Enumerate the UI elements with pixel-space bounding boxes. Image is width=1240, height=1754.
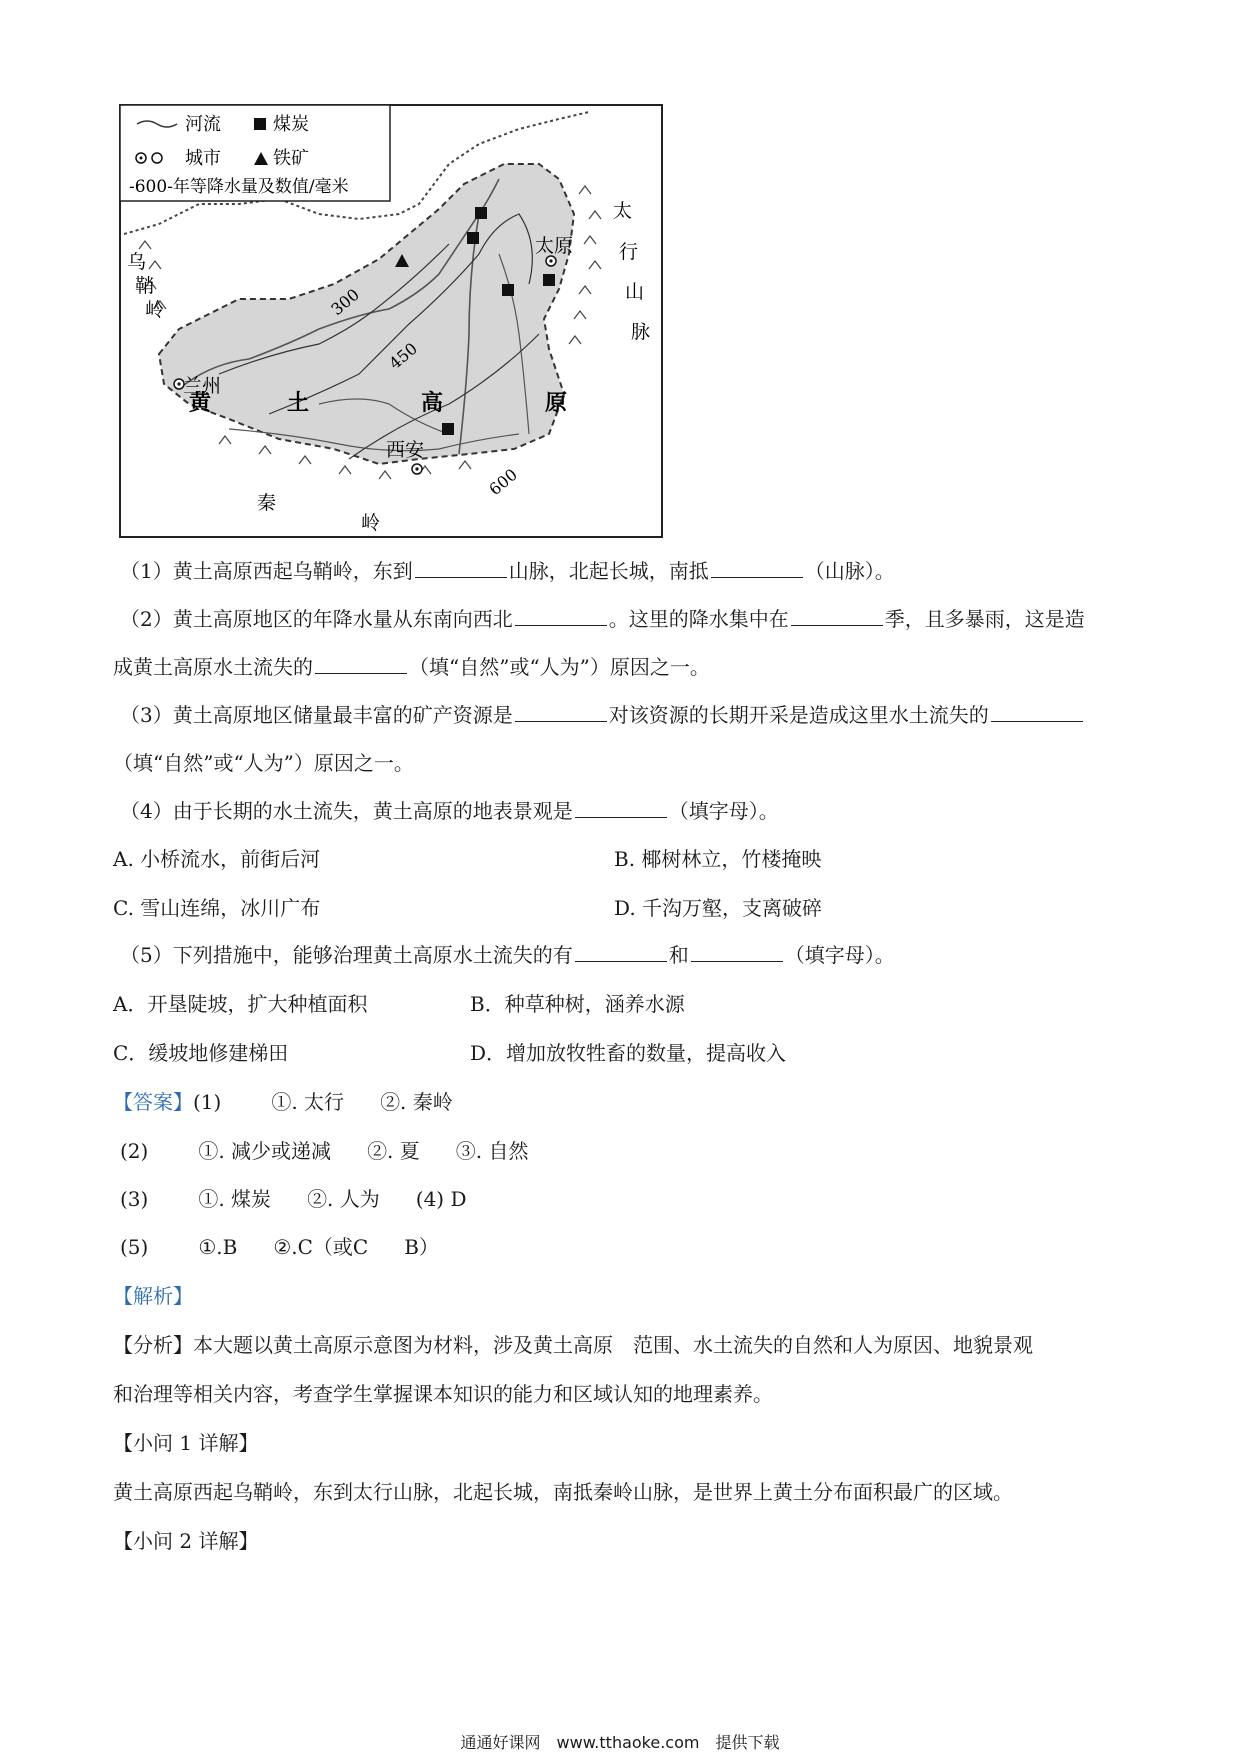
option-4a: A. 小桥流水，前街后河: [113, 847, 321, 871]
answer-blank[interactable]: [791, 607, 883, 626]
svg-text:300: 300: [327, 284, 363, 320]
svg-text:铁矿: 铁矿: [273, 148, 309, 169]
answer-blank[interactable]: [711, 559, 803, 578]
question-4: （4）由于长期的水土流失，黄土高原的地表景观是 （填字母）。: [120, 799, 779, 823]
svg-text:河流: 河流: [185, 114, 221, 135]
svg-text:原: 原: [545, 390, 568, 416]
question-2-cont: 成黄土高原水土流失的 （填“自然”或“人为”）原因之一。: [113, 655, 710, 679]
answer-row-2: (2) ①. 减少或递减 ②. 夏 ③. 自然: [120, 1139, 529, 1163]
svg-text:乌: 乌: [127, 251, 147, 273]
svg-text:岭: 岭: [145, 299, 165, 321]
option-4b: B. 椰树林立，竹楼掩映: [614, 847, 822, 871]
svg-text:-600-年等降水量及数值/毫米: -600-年等降水量及数值/毫米: [129, 177, 349, 197]
svg-text:城市: 城市: [185, 148, 221, 169]
svg-text:鞘: 鞘: [135, 275, 155, 297]
answer-blank[interactable]: [515, 703, 607, 722]
svg-text:450: 450: [385, 338, 421, 374]
option-5c: C．缓坡地修建梯田: [113, 1041, 289, 1065]
svg-text:太原: 太原: [535, 235, 574, 257]
answer-blank[interactable]: [575, 943, 667, 962]
analysis-text-1: 【分析】本大题以黄土高原示意图为材料，涉及黄土高原 范围、水土流失的自然和人为原因、地貌景观: [113, 1333, 1033, 1357]
page-footer: 通通好课网 www.tthaoke.com 提供下载: [460, 1733, 780, 1752]
answer-row-3: (3) ①. 煤炭 ②. 人为 (4) D: [120, 1187, 467, 1211]
svg-text:脉: 脉: [631, 321, 651, 343]
question-3: （3）黄土高原地区储量最丰富的矿产资源是 对该资源的长期开采是造成这里水土流失的: [120, 702, 1085, 728]
svg-text:兰州: 兰州: [183, 375, 222, 397]
coal-marker: [543, 274, 555, 286]
loess-plateau-map: [119, 104, 663, 538]
option-5d: D．增加放牧牲畜的数量，提高收入: [470, 1041, 787, 1065]
question-3-cont: （填“自然”或“人为”）原因之一。: [113, 751, 414, 775]
option-5b: B．种草种树，涵养水源: [470, 992, 685, 1016]
answer-blank[interactable]: [415, 559, 507, 578]
sub-question-1-heading: 【小问 1 详解】: [113, 1431, 259, 1455]
svg-text:岭: 岭: [361, 512, 381, 534]
svg-text:煤炭: 煤炭: [273, 114, 309, 135]
sub-question-2-heading: 【小问 2 详解】: [113, 1529, 259, 1553]
svg-text:太: 太: [613, 200, 633, 222]
question-2: （2）黄土高原地区的年降水量从东南向西北 。这里的降水集中在 季，且多暴雨，这是造: [120, 607, 1085, 631]
coal-marker: [442, 423, 454, 435]
answer-blank[interactable]: [575, 799, 667, 818]
svg-text:高: 高: [421, 390, 444, 416]
coal-marker: [467, 232, 479, 244]
answer-blank[interactable]: [315, 655, 407, 674]
answer-tag: 【答案】: [113, 1090, 193, 1114]
option-4c: C. 雪山连绵，冰川广布: [113, 896, 321, 920]
answer-row-1: 【答案】(1) ①. 太行 ②. 秦岭: [113, 1090, 453, 1114]
svg-text:行: 行: [619, 241, 639, 263]
question-5: （5）下列措施中，能够治理黄土高原水土流失的有 和 （填字母）。: [120, 943, 895, 967]
svg-text:土: 土: [287, 390, 310, 416]
coal-legend-icon: [254, 118, 266, 130]
svg-text:黄: 黄: [189, 390, 212, 416]
svg-text:西安: 西安: [386, 439, 425, 461]
analysis-text-2: 和治理等相关内容，考查学生掌握课本知识的能力和区域认知的地理素养。: [113, 1382, 773, 1406]
svg-text:山: 山: [625, 281, 645, 303]
analysis-tag: 【解析】: [113, 1284, 193, 1308]
coal-marker: [502, 284, 514, 296]
answer-blank[interactable]: [691, 943, 783, 962]
question-1: （1）黄土高原西起乌鞘岭，东到 山脉，北起长城，南抵 （山脉）。: [120, 559, 895, 583]
coal-marker: [475, 207, 487, 219]
answer-row-5: (5) ①.B ②.C（或C B）: [120, 1235, 439, 1259]
sub-question-1-text: 黄土高原西起乌鞘岭，东到太行山脉，北起长城，南抵秦岭山脉，是世界上黄土分布面积最广的区域。: [113, 1480, 1013, 1504]
svg-text:600: 600: [485, 464, 521, 500]
option-4d: D. 千沟万壑，支离破碎: [614, 896, 823, 920]
svg-text:秦: 秦: [257, 492, 277, 514]
answer-blank[interactable]: [515, 607, 607, 626]
answer-blank[interactable]: [991, 703, 1083, 722]
option-5a: A．开垦陡坡，扩大种植面积: [113, 992, 368, 1016]
